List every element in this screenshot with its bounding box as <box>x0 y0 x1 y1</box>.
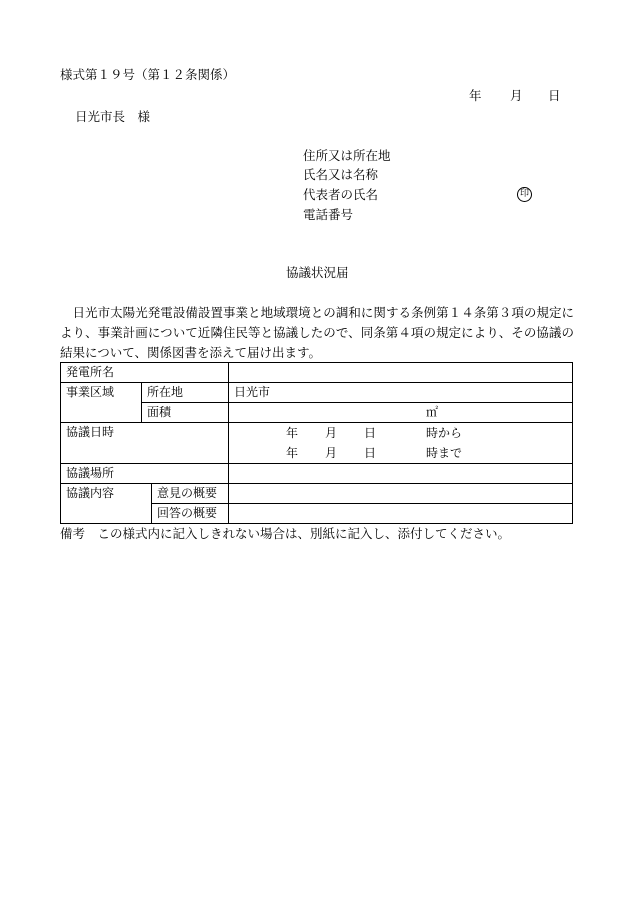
opinion-summary-value <box>229 484 573 504</box>
datetime-to-line <box>229 443 572 463</box>
table-row-place <box>61 464 573 484</box>
dt-from-hour: 時から <box>426 426 463 440</box>
table-row-opinion <box>61 484 573 504</box>
area-value <box>229 403 573 423</box>
opinion-summary-label: 意見の概要 <box>152 484 229 504</box>
body-paragraph: 日光市太陽光発電設備設置事業と地域環境との調和に関する条例第１４条第３項の規定により、事業計画について近隣住民等と協議したので、同条第４項の規定により、その協議の結果について、関係図書を添えて届け出ます。 <box>60 305 574 360</box>
date-month: 月 <box>510 88 523 103</box>
applicant-address-label: 住所又は所在地 <box>303 148 391 163</box>
dt-to-month: 月 <box>325 446 338 460</box>
dt-from-year: 年 <box>286 426 299 440</box>
table-row-location <box>61 383 573 403</box>
seal-mark: 印 <box>517 187 532 202</box>
remarks-note: 備考 この様式内に記入しきれない場合は、別紙に記入し、添付してください。 <box>60 526 511 541</box>
plant-name-label: 発電所名 <box>61 363 229 383</box>
consult-place-value <box>229 464 573 484</box>
addressee: 日光市長 様 <box>75 109 151 124</box>
dt-to-year: 年 <box>286 446 299 460</box>
dt-from-month: 月 <box>325 426 338 440</box>
area-label: 面積 <box>142 403 229 423</box>
dt-from-day: 日 <box>364 426 377 440</box>
table-row-plant-name <box>61 363 573 383</box>
applicant-name-label: 氏名又は名称 <box>303 167 379 182</box>
datetime-from-line <box>229 423 572 443</box>
date-day: 日 <box>548 88 561 103</box>
area-unit: ㎡ <box>426 405 439 419</box>
consult-place-label: 協議場所 <box>61 464 229 484</box>
plant-name-value <box>229 363 573 383</box>
location-value: 日光市 <box>229 383 573 403</box>
business-area-label: 事業区域 <box>61 383 142 423</box>
form-number: 様式第１９号（第１２条関係） <box>60 67 236 82</box>
dt-to-hour: 時まで <box>426 446 463 460</box>
consult-content-label: 協議内容 <box>61 484 152 524</box>
response-summary-label: 回答の概要 <box>152 504 229 524</box>
location-label: 所在地 <box>142 383 229 403</box>
consultation-table <box>60 362 573 524</box>
consult-datetime-value <box>229 423 573 464</box>
phone-label: 電話番号 <box>303 207 354 222</box>
representative-label: 代表者の氏名 <box>303 187 379 202</box>
date-year: 年 <box>469 88 482 103</box>
document-title: 協議状況届 <box>286 265 349 280</box>
table-row-datetime <box>61 423 573 464</box>
response-summary-value <box>229 504 573 524</box>
consult-datetime-label: 協議日時 <box>61 423 229 464</box>
dt-to-day: 日 <box>364 446 377 460</box>
